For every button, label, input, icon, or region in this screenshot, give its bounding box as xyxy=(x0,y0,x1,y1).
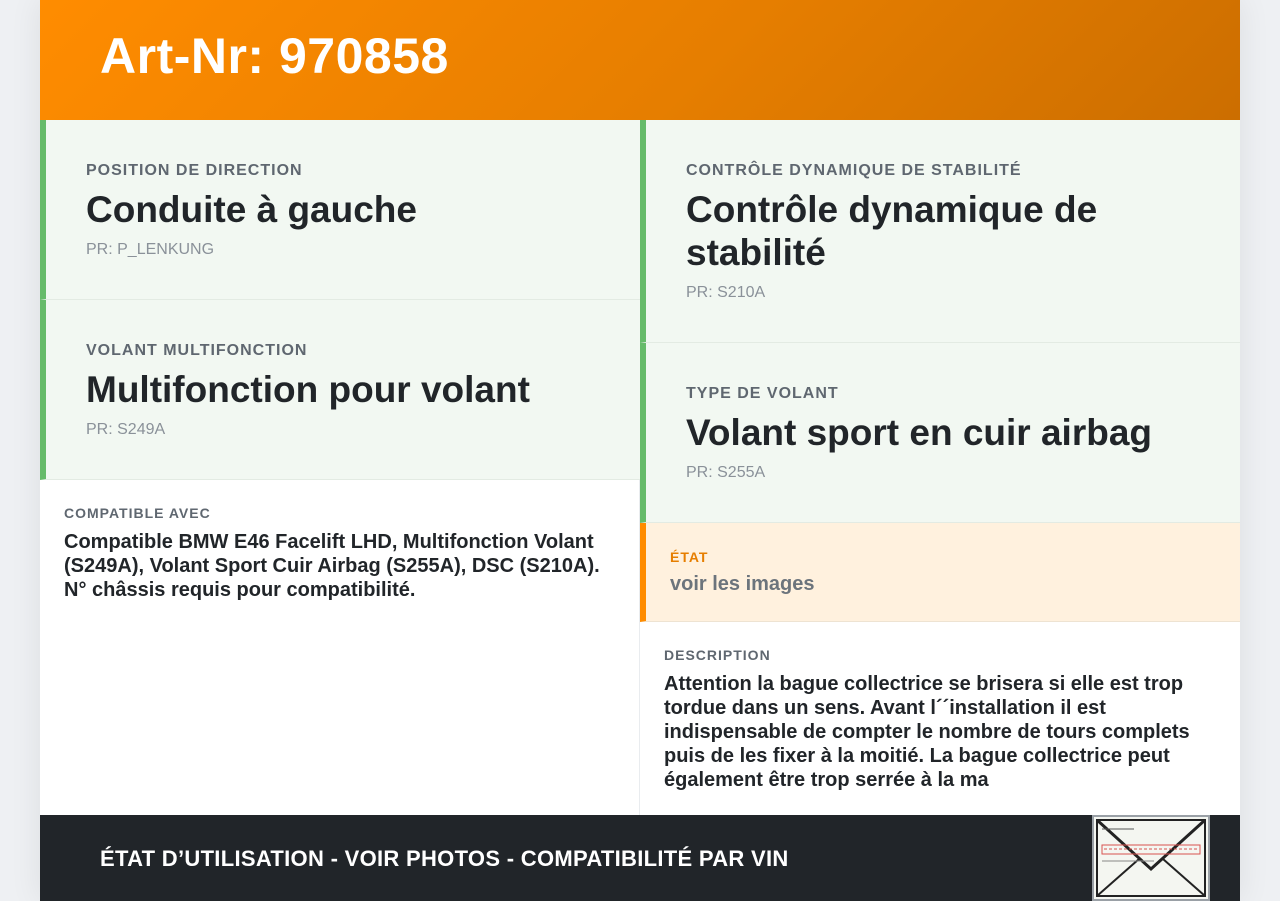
condition-box xyxy=(640,523,1240,622)
condition-value: voir les images xyxy=(670,573,815,595)
option-multifunction-wheel xyxy=(40,300,640,480)
option-value: Conduite à gauche xyxy=(86,189,417,230)
product-photo-thumbnail[interactable] xyxy=(1092,815,1210,901)
option-value: Contrôle dynamique de stabilité xyxy=(686,189,1098,273)
condition-label: ÉTAT xyxy=(670,549,709,565)
header-banner xyxy=(40,0,1240,120)
option-value: Volant sport en cuir airbag xyxy=(686,412,1153,453)
footer-text: ÉTAT D’UTILISATION - VOIR PHOTOS - COMPATIBILITÉ PAR VIN xyxy=(100,846,789,871)
option-pr-code: PR: S255A xyxy=(686,464,766,481)
option-label: POSITION DE DIRECTION xyxy=(86,162,303,179)
option-label: CONTRÔLE DYNAMIQUE DE STABILITÉ xyxy=(686,162,1022,179)
option-wheel-type xyxy=(640,343,1240,523)
description-label: DESCRIPTION xyxy=(664,647,771,663)
product-card xyxy=(40,0,1240,901)
envelope-label-image-icon xyxy=(1094,817,1208,899)
option-pr-code: PR: S210A xyxy=(686,284,766,301)
compatible-text: Compatible BMW E46 Facelift LHD, Multifonction Volant (S249A), Volant Sport Cuir Airbag (S255A), DSC (S210A). N° châssis requis pour compatibilité. xyxy=(64,531,600,601)
option-value: Multifonction pour volant xyxy=(86,369,530,410)
footer-bar xyxy=(40,815,1240,901)
option-pr-code: PR: S249A xyxy=(86,421,166,438)
option-label: TYPE DE VOLANT xyxy=(686,385,839,402)
option-pr-code: PR: P_LENKUNG xyxy=(86,241,215,258)
option-stability-control xyxy=(640,120,1240,343)
option-steering-position xyxy=(40,120,640,300)
option-label: VOLANT MULTIFONCTION xyxy=(86,342,308,359)
article-number-title: Art-Nr: 970858 xyxy=(100,28,449,84)
compatible-label: COMPATIBLE AVEC xyxy=(64,505,211,521)
description-text: Attention la bague collectrice se brisera si elle est trop tordue dans un sens. Avant l´´installation il est indispensable de compter le nombre de tours complets puis de les fixer à la moitié. La bague collectrice peut également être trop serrée à la ma xyxy=(664,673,1190,791)
